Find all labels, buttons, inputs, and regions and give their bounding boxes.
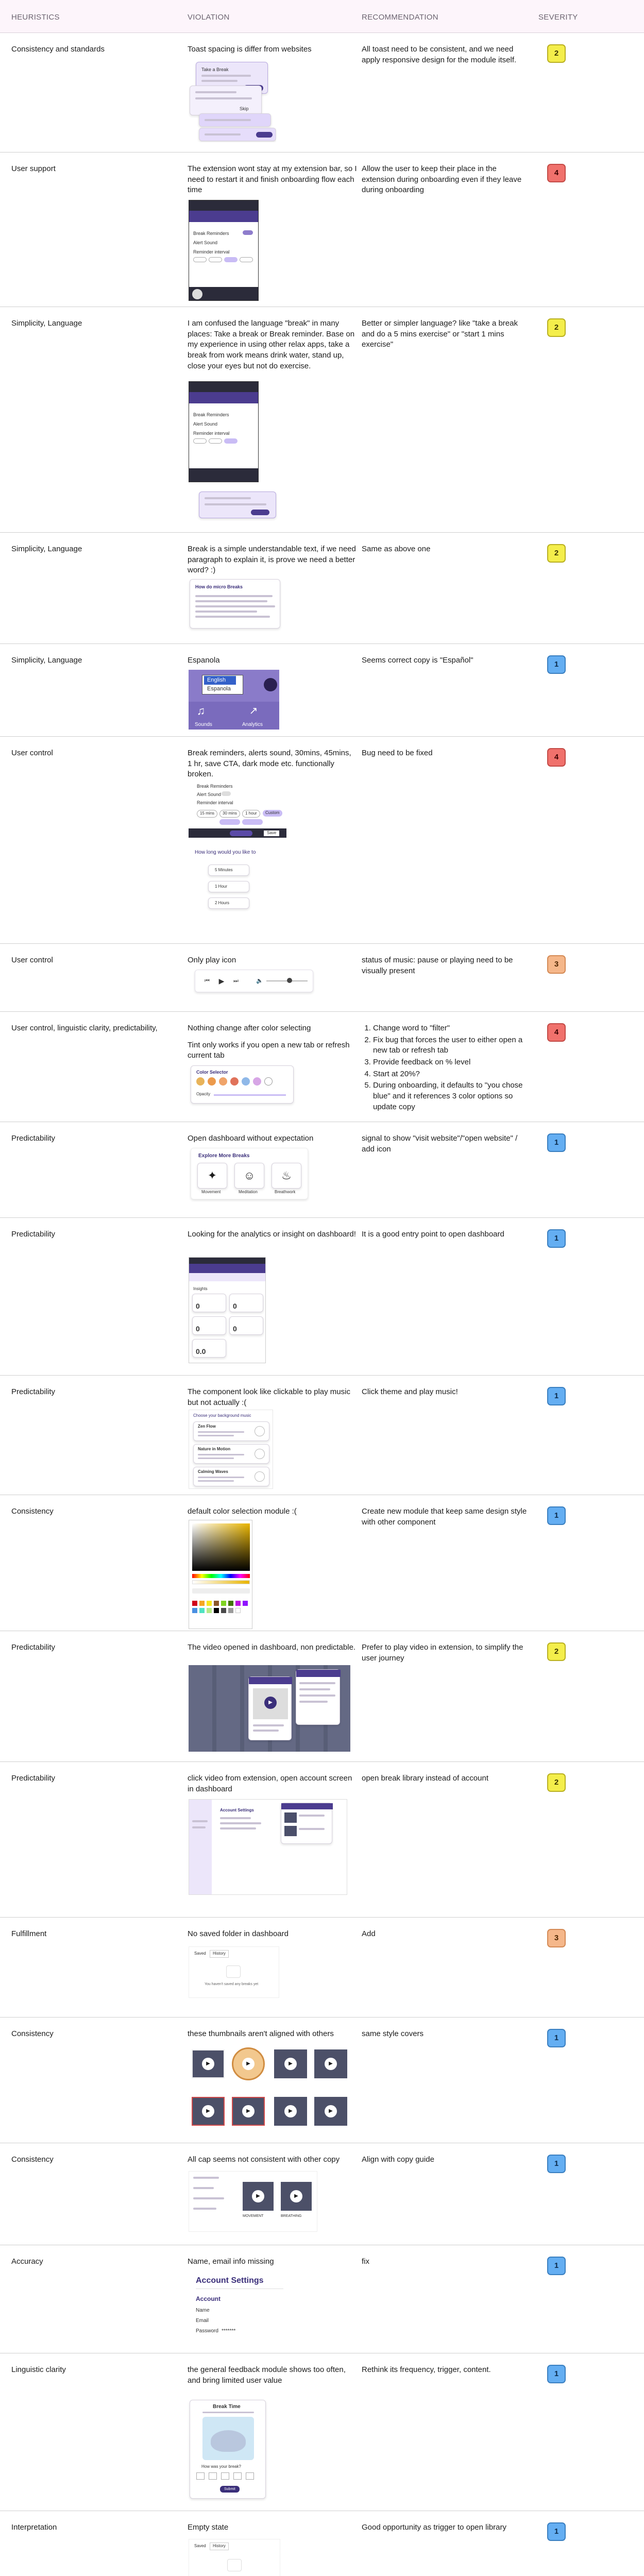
table-row (0, 1376, 644, 1495)
thumbnails-screenshot: ▶ ▶ ▶ ▶ ▶ ▶ ▶ ▶ (189, 2047, 349, 2139)
color-selector-screenshot: Color Selector Opacity (191, 1065, 294, 1104)
heuristic-cell: User control, linguistic clarity, predictability, (11, 1024, 158, 1032)
language-menu-screenshot: English Espanola ♫ Sounds ↗ Analytics (189, 670, 279, 730)
empty-saved-screenshot: Saved History You haven't saved any breaks yet (189, 1946, 279, 1998)
violation-cell: No saved folder in dashboard (188, 1929, 289, 1938)
breathwork-icon: ♨ (272, 1163, 301, 1189)
next-icon: ⏭ (233, 977, 239, 984)
heuristic-cell: Consistency and standards (11, 45, 105, 54)
heuristic-cell: User control (11, 749, 53, 757)
severity-badge: 1 (547, 2029, 566, 2047)
severity-badge: 2 (547, 44, 566, 63)
movement-icon: ✦ (197, 1163, 227, 1189)
heuristic-cell: Simplicity, Language (11, 545, 82, 553)
heuristic-cell: Consistency (11, 2155, 54, 2164)
table-row (0, 2511, 644, 2576)
severity-badge: 3 (547, 1929, 566, 1947)
explore-breaks-screenshot: Explore More Breaks ✦ Movement ☺ Meditation ♨ Breathwork (191, 1148, 308, 1199)
violation-cell: All cap seems not consistent with other copy (188, 2155, 340, 2164)
extension-popup-screenshot: Break Reminders Alert Sound Reminder interval (189, 200, 259, 301)
recommendation-cell: signal to show "visit website"/"open website" / add icon (362, 1134, 518, 1154)
table-row (0, 644, 644, 737)
severity-badge: 1 (547, 1506, 566, 1525)
severity-badge: 1 (547, 2257, 566, 2275)
severity-badge: 3 (547, 955, 566, 974)
recommendation-cell: Allow the user to keep their place in the extension during onboarding even if they leave during onboarding (362, 164, 522, 195)
music-themes-screenshot: Choose your background music Zen Flow Nature in Motion Calming Waves (189, 1410, 273, 1489)
table-row (0, 944, 644, 1012)
toast-screenshot: Take a Break Skip (189, 60, 276, 142)
heuristic-cell: User control (11, 956, 53, 964)
heuristic-cell: Linguistic clarity (11, 2365, 66, 2374)
recommendation-cell: It is a good entry point to open dashboard (362, 1230, 504, 1239)
music-note-icon: ♫ (196, 704, 206, 718)
empty-state-screenshot: Saved History (189, 2539, 280, 2576)
severity-badge: 1 (547, 655, 566, 674)
severity-badge: 2 (547, 1642, 566, 1661)
settings-screenshot: Break Reminders Alert Sound Reminder interval 15 mins 30 mins 1 hour Custom Save How long would you like to 5 Minutes 1 Hour 2 Hours (189, 783, 286, 933)
table-row (0, 1918, 644, 2018)
table-header (0, 0, 644, 33)
severity-badge: 1 (547, 1229, 566, 1248)
play-icon: ▶ (218, 976, 225, 985)
recommendation-item: 3. Provide feedback on % level (373, 1057, 532, 1068)
table-row (0, 2143, 644, 2245)
recommendation-item: 1. Change word to "filter" (373, 1023, 532, 1034)
violation-cell: Break reminders, alerts sound, 30mins, 45mins, 1 hr, save CTA, dark mode etc. functionally broken. (188, 749, 351, 779)
violation-cell: these thumbnails aren't aligned with others (188, 2029, 334, 2038)
violation-cell: Looking for the analytics or insight on dashboard! (188, 1230, 356, 1239)
meditation-icon: ☺ (234, 1163, 264, 1189)
header-severity: SEVERITY (538, 13, 578, 22)
severity-badge: 1 (547, 2365, 566, 2383)
recommendation-cell: Prefer to play video in extension, to simplify the user journey (362, 1643, 523, 1663)
severity-badge: 2 (547, 318, 566, 337)
recommendation-cell: Align with copy guide (362, 2155, 434, 2164)
insights-screenshot: Insights 0 0 0 0 0.0 (189, 1257, 266, 1363)
table-row (0, 1218, 644, 1376)
recommendation-item: 4. Start at 20%? (373, 1069, 532, 1080)
severity-badge: 1 (547, 2155, 566, 2173)
recommendation-cell: Rethink its frequency, trigger, content. (362, 2365, 491, 2374)
heuristic-cell: User support (11, 164, 56, 173)
violation-cell: Only play icon (188, 956, 236, 964)
recommendation-cell: status of music: pause or playing need to be visually present (362, 956, 513, 975)
heuristic-cell: Predictability (11, 1230, 56, 1239)
break-explainer-screenshot: How do micro Breaks (190, 579, 280, 629)
violation-cell: I am confused the language "break" in many places: Take a break or Break reminder. Base on my experience in using other relax apps, take a break from work means drink water, stand up, close your eyes but not do exercise. (188, 319, 355, 370)
violation-cell: The video opened in dashboard, non predictable. (188, 1643, 356, 1652)
feedback-modal-screenshot: Break Time How was your break? Submit (190, 2400, 266, 2499)
recommendation-cell: Better or simpler language? like "take a break and do a 5 mins exercise" or "start 1 mins exercise" (362, 319, 518, 349)
toast-screenshot (199, 492, 276, 518)
severity-badge: 2 (547, 544, 566, 563)
table-row (0, 2245, 644, 2353)
table-row (0, 307, 644, 533)
heuristic-cell: Predictability (11, 1774, 56, 1783)
heuristic-cell: Consistency (11, 1507, 54, 1516)
recommendation-cell: Good opportunity as trigger to open library (362, 2523, 506, 2532)
table-row (0, 2353, 644, 2511)
heuristic-cell: Accuracy (11, 2257, 43, 2266)
table-row (0, 2018, 644, 2143)
recommendation-cell: Create new module that keep same design style with other component (362, 1507, 527, 1527)
violation-cell: Toast spacing is differ from websites (188, 45, 312, 54)
recommendation-cell: Same as above one (362, 545, 431, 553)
heuristic-cell: Predictability (11, 1387, 56, 1396)
table-row (0, 33, 644, 152)
violation-cell: The component look like clickable to play music but not actually :( (188, 1387, 350, 1407)
table-row (0, 1495, 644, 1631)
severity-badge: 2 (547, 1773, 566, 1792)
heuristic-cell: Interpretation (11, 2523, 57, 2532)
volume-icon: 🔈 (256, 977, 263, 984)
table-row (0, 1012, 644, 1122)
severity-badge: 1 (547, 1133, 566, 1152)
all-caps-screenshot: ▶ MOVEMENT ▶ BREATHING (189, 2171, 317, 2232)
table-row (0, 1122, 644, 1218)
header-violation: VIOLATION (188, 13, 230, 22)
recommendation-cell: Click theme and play music! (362, 1387, 458, 1396)
heuristic-cell: Predictability (11, 1134, 56, 1143)
violation-cell: Espanola (188, 656, 220, 665)
recommendation-cell: All toast need to be consistent, and we need apply responsive design for the module itself. (362, 45, 517, 64)
violation-cell: Name, email info missing (188, 2257, 274, 2266)
recommendation-cell: Bug need to be fixed (362, 749, 433, 757)
violation-cell: Nothing change after color selecting Tint only works if you open a new tab or refresh current tab (188, 1024, 350, 1060)
account-dashboard-screenshot: Account Settings (189, 1799, 347, 1895)
default-color-picker-screenshot (189, 1520, 252, 1629)
recommendation-cell: same style covers (362, 2029, 424, 2038)
previous-icon: ⏮ (205, 977, 210, 984)
table-row (0, 533, 644, 644)
play-icon: ▶ (264, 1697, 277, 1709)
recommendation-cell: Seems correct copy is "Español" (362, 656, 473, 665)
violation-cell: default color selection module :( (188, 1507, 297, 1516)
heuristic-cell: Simplicity, Language (11, 319, 82, 328)
recommendation-cell: fix (362, 2257, 369, 2266)
heuristic-cell: Fulfillment (11, 1929, 47, 1938)
account-settings-screenshot: Account Settings Account Name Email Password ******* (189, 2271, 290, 2346)
recommendation-item: 2. Fix bug that forces the user to either open a new tab or refresh tab (373, 1035, 532, 1056)
chart-icon: ↗ (249, 705, 258, 717)
recommendation-cell (362, 1023, 532, 1114)
recommendation-cell: open break library instead of account (362, 1774, 488, 1783)
heuristic-cell: Predictability (11, 1643, 56, 1652)
severity-badge: 1 (547, 2522, 566, 2541)
heuristic-cell: Consistency (11, 2029, 54, 2038)
violation-cell: click video from extension, open account screen in dashboard (188, 1774, 352, 1793)
music-player-screenshot (195, 970, 313, 992)
severity-badge: 4 (547, 164, 566, 182)
dashboard-video-screenshot (189, 1665, 350, 1752)
violation-cell: Open dashboard without expectation (188, 1134, 314, 1143)
severity-badge: 4 (547, 748, 566, 767)
violation-cell: The extension wont stay at my extension bar, so I need to restart it and finish onboarding flow each time (188, 164, 357, 195)
recommendation-item: 5. During onboarding, it defaults to "you chose blue" and it references 3 color options so update copy (373, 1080, 532, 1112)
table-row (0, 1762, 644, 1918)
violation-cell: Empty state (188, 2523, 229, 2532)
header-recommendation: RECOMMENDATION (362, 13, 438, 22)
violation-cell: Break is a simple understandable text, if we need paragraph to explain it, is prove we need a better word? :) (188, 545, 356, 575)
table-row (0, 737, 644, 944)
violation-cell: the general feedback module shows too often, and bring limited user value (188, 2365, 346, 2385)
severity-badge: 1 (547, 1387, 566, 1405)
extension-popup-screenshot: Break Reminders Alert Sound Reminder interval (189, 381, 259, 482)
recommendation-cell: Add (362, 1929, 376, 1938)
table-row (0, 1631, 644, 1762)
table-row (0, 152, 644, 307)
heuristic-cell: Simplicity, Language (11, 656, 82, 665)
header-heuristics: HEURISTICS (11, 13, 60, 22)
severity-badge: 4 (547, 1023, 566, 1042)
